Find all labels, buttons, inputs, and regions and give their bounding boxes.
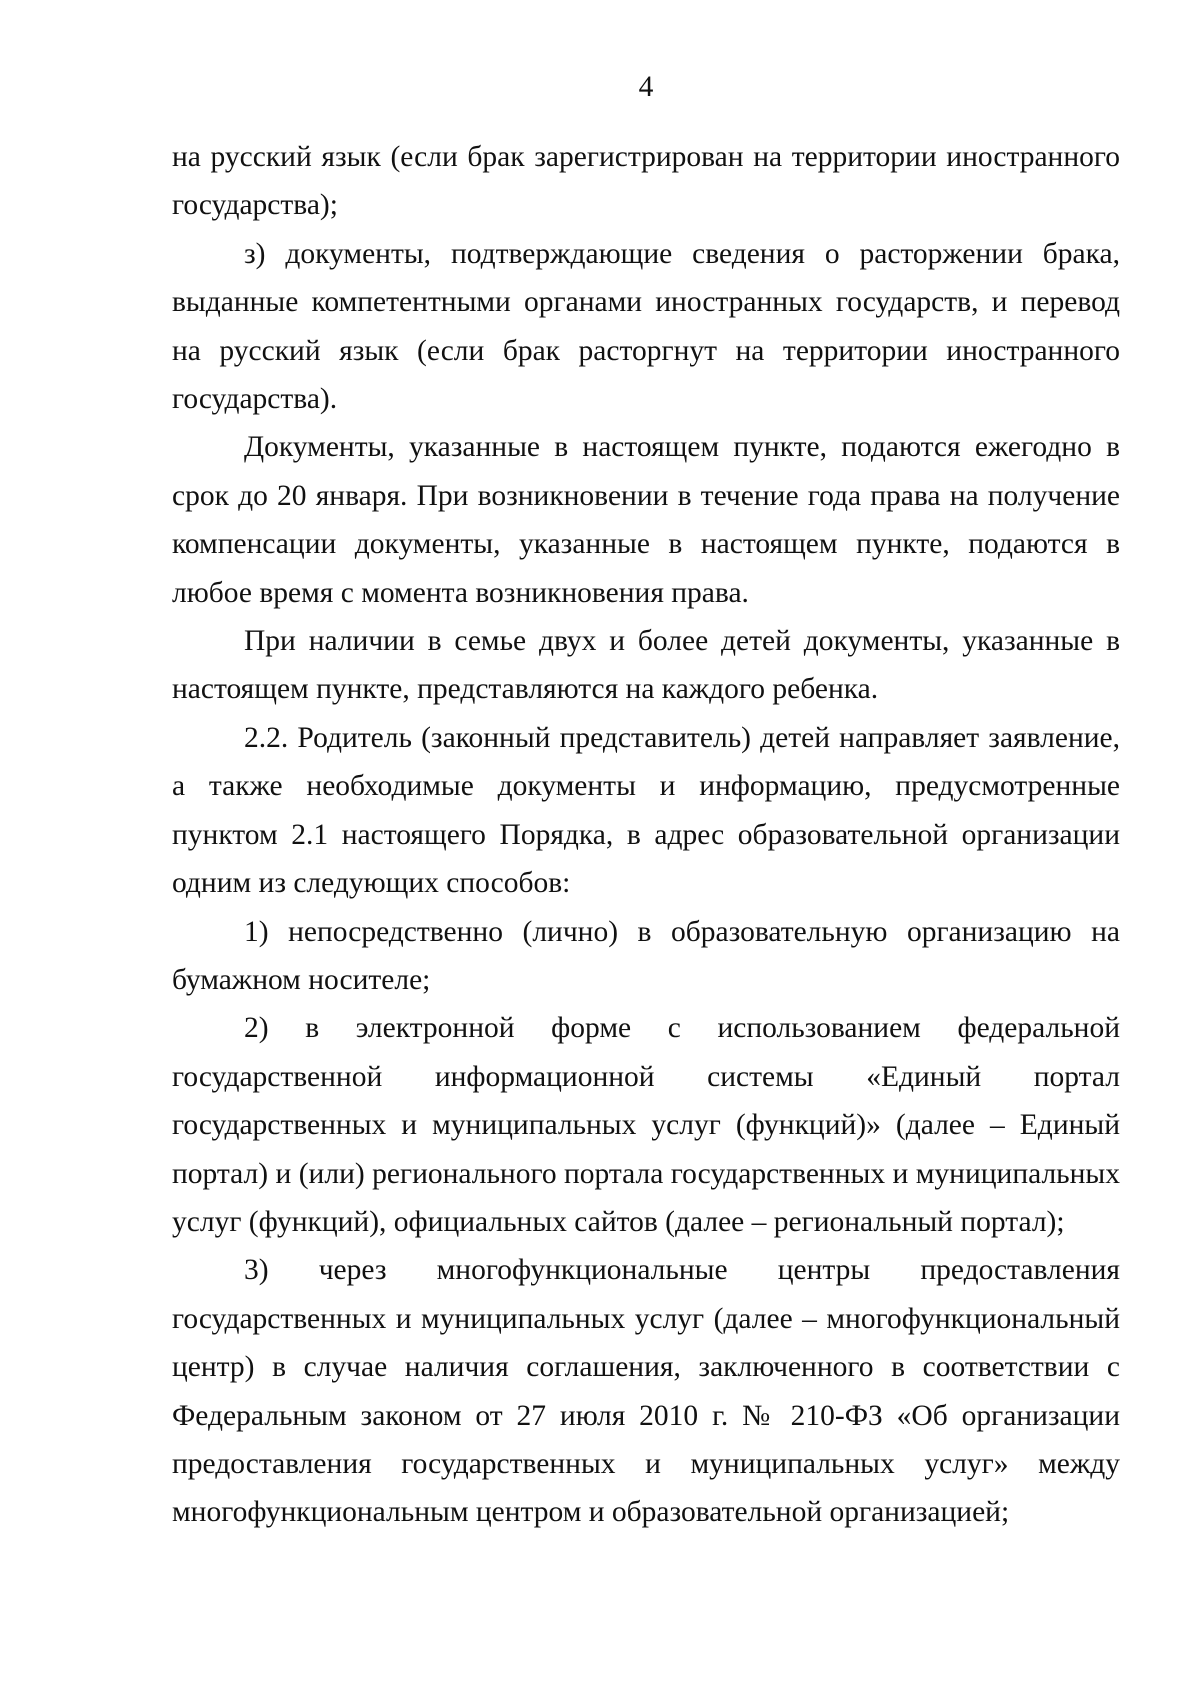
page-number: 4 [638, 71, 654, 103]
paragraph: 3) через многофункциональные центры предоставления государственных и муниципальных услуг (далее – многофункциональный центр) в случае наличия соглашения, заключенного в соответствии с Федеральным законом от 27 июля 2010 г. № 210-ФЗ «Об организации предоставления государственных и муниципальных услуг» между многофункциональным центром и образовательной организацией; [172, 1254, 1120, 1529]
paragraph: 2.2. Родитель (законный представитель) детей направляет заявление, а также необходимые документы и информацию, предусмотренные пунктом 2.1 настоящего Порядка, в адрес образовательной организации одним из следующих способов: [172, 721, 1120, 900]
paragraph: Документы, указанные в настоящем пункте, подаются ежегодно в срок до 20 января. При возникновении в течение года права на получение компенсации документы, указанные в настоящем пункте, подаются в любое время с момента возникновения права. [172, 431, 1120, 609]
paragraph: 2) в электронной форме с использованием федеральной государственной информационной системы «Единый портал государственных и муниципальных услуг (функций)» (далее – Единый портал) и (или) регионального портала государственных и муниципальных услуг (функций), официальных сайтов (далее – региональный портал); [172, 1012, 1120, 1238]
paragraph: При наличии в семье двух и более детей документы, указанные в настоящем пункте, представляются на каждого ребенка. [172, 625, 1120, 706]
document-body [172, 133, 1120, 1537]
paragraph: з) документы, подтверждающие сведения о расторжении брака, выданные компетентными органами иностранных государств, и перевод на русский язык (если брак расторгнут на территории иностранного государства). [172, 237, 1120, 416]
paragraph: 1) непосредственно (лично) в образовательную организацию на бумажном носителе; [172, 915, 1120, 996]
paragraph: на русский язык (если брак зарегистрирован на территории иностранного государства); [172, 141, 1120, 222]
